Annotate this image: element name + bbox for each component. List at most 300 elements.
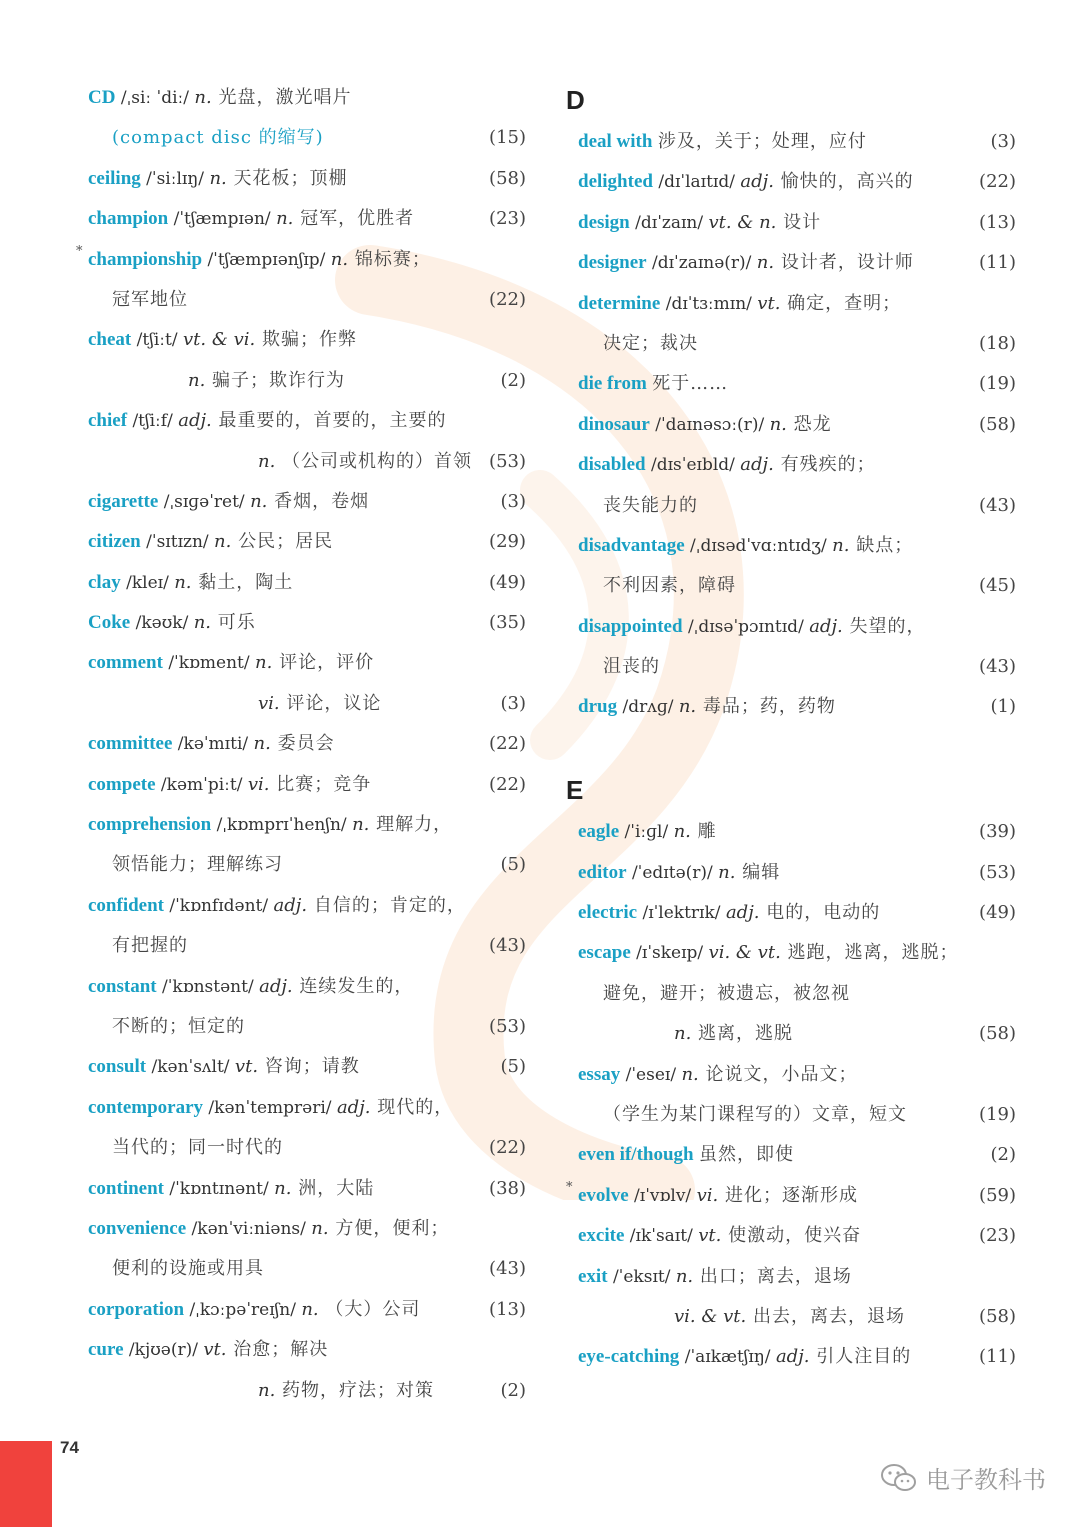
vocab-entry xyxy=(76,886,528,926)
page-reference: (53) xyxy=(489,450,526,472)
page-reference: (13) xyxy=(979,211,1016,233)
definition: 逃离，逃脱 xyxy=(691,1023,794,1045)
vocab-entry xyxy=(76,1088,528,1128)
star-marker: * xyxy=(566,1179,573,1195)
headword: escape xyxy=(578,942,631,964)
part-of-speech: n. xyxy=(253,733,271,755)
part-of-speech: vi. & vt. xyxy=(674,1305,747,1327)
page-reference: (5) xyxy=(500,854,526,876)
part-of-speech: n. xyxy=(214,531,232,553)
page-reference: (23) xyxy=(979,1225,1016,1247)
headword: consult xyxy=(88,1056,147,1078)
definition-continuation xyxy=(566,1095,1018,1135)
definition: 逃跑，逃离，逃脱； xyxy=(780,942,959,964)
definition-continuation xyxy=(566,486,1018,526)
definition: 决定；裁决 xyxy=(603,332,698,354)
headword: disadvantage xyxy=(578,534,685,556)
headword: designer xyxy=(578,252,647,274)
definition: 公民；居民 xyxy=(231,531,334,553)
part-of-speech: vi. xyxy=(696,1184,719,1206)
part-of-speech: n. xyxy=(255,652,273,674)
headword: determine xyxy=(578,292,661,314)
definition-continuation xyxy=(566,1297,1018,1337)
phonetic: /ɪˈlektrɪk/ xyxy=(637,903,726,924)
headword: dinosaur xyxy=(578,413,650,435)
vocab-entry xyxy=(566,812,1018,852)
definition: 自信的；肯定的， xyxy=(307,894,466,916)
part-of-speech: adj. xyxy=(259,975,293,997)
vocab-entry xyxy=(566,1216,1018,1256)
part-of-speech: n. xyxy=(756,252,775,274)
vocab-entry xyxy=(76,240,528,280)
part-of-speech: vt. xyxy=(234,1056,259,1078)
part-of-speech: n. xyxy=(769,413,787,435)
definition: 现代的， xyxy=(370,1096,454,1118)
phonetic: /kleɪ/ xyxy=(120,572,175,593)
headword: committee xyxy=(88,733,173,755)
phonetic: /tʃiːf/ xyxy=(127,411,179,432)
definition: 理解力， xyxy=(369,814,453,836)
definition-continuation xyxy=(76,1007,528,1047)
definition: 设计者，设计师 xyxy=(774,252,914,274)
phonetic: /ˈkɒnfɪdənt/ xyxy=(164,895,274,916)
headword: corporation xyxy=(88,1298,185,1320)
page-reference: (3) xyxy=(990,131,1016,152)
headword: cure xyxy=(88,1339,124,1361)
part-of-speech: n. xyxy=(832,534,850,556)
phonetic: /ˈeseɪ/ xyxy=(620,1064,682,1085)
headword: evolve xyxy=(578,1184,629,1206)
phonetic: /ˈedɪtə(r)/ xyxy=(626,862,719,883)
page-reference: (22) xyxy=(489,733,526,755)
page-reference: (2) xyxy=(500,1379,526,1401)
section-spacer xyxy=(566,728,1018,768)
phonetic: /kənˈtemprəri/ xyxy=(203,1097,337,1118)
page-reference: (43) xyxy=(979,656,1016,678)
part-of-speech: adj. xyxy=(725,902,760,924)
definition: 当代的；同一时代的 xyxy=(112,1137,283,1159)
definition-continuation xyxy=(566,647,1018,687)
wechat-icon xyxy=(880,1462,918,1494)
part-of-speech: adj. xyxy=(273,894,308,916)
page-reference: (3) xyxy=(500,692,526,714)
phonetic: /ˈiːɡl/ xyxy=(619,822,674,843)
vocab-entry xyxy=(76,967,528,1007)
page-reference: (15) xyxy=(489,127,526,149)
definition: 丧失能力的 xyxy=(603,494,698,516)
part-of-speech: n. xyxy=(174,571,192,593)
page-reference: (45) xyxy=(979,575,1016,597)
vocab-entry xyxy=(76,765,528,805)
definition: 进化；逐渐形成 xyxy=(718,1184,858,1206)
definition: 电的，电动的 xyxy=(759,902,881,924)
definition: 委员会 xyxy=(270,733,335,755)
definition-continuation xyxy=(76,684,528,724)
vocab-entry xyxy=(566,687,1018,727)
definition-continuation xyxy=(76,926,528,966)
definition: 失望的， xyxy=(842,615,926,637)
vocab-entry xyxy=(566,122,1018,162)
vocab-entry xyxy=(566,203,1018,243)
phonetic: /ˈkɒntɪnənt/ xyxy=(164,1178,275,1199)
definition: 咨询；请教 xyxy=(258,1056,360,1078)
phonetic: /ˈsɪtɪzn/ xyxy=(140,532,215,553)
vocab-entry xyxy=(76,401,528,441)
page-reference: (3) xyxy=(500,490,526,512)
page-reference: (22) xyxy=(489,773,526,795)
vocab-entry xyxy=(76,563,528,603)
brand-watermark xyxy=(880,1460,1046,1495)
phonetic: /dɪˈzaɪnə(r)/ xyxy=(646,253,757,274)
definition-continuation xyxy=(76,1128,528,1168)
definition: 便利的设施或用具 xyxy=(112,1258,264,1280)
vocab-entry xyxy=(566,853,1018,893)
definition: 比赛；竞争 xyxy=(269,773,372,795)
definition: 引人注目的 xyxy=(809,1346,912,1368)
part-of-speech: n. xyxy=(274,1177,292,1199)
phonetic: /ˌkɔːpəˈreɪʃn/ xyxy=(184,1299,302,1320)
part-of-speech: n. xyxy=(675,1265,694,1287)
phonetic: /ˈtʃæmpɪənʃɪp/ xyxy=(202,249,331,270)
definition: 药物，疗法；对策 xyxy=(275,1379,435,1401)
vocab-entry xyxy=(76,1290,528,1330)
definition: 毒品；药，药物 xyxy=(696,696,836,718)
phonetic: /ˈsiːlɪŋ/ xyxy=(140,168,210,189)
right-column xyxy=(566,78,1018,1378)
part-of-speech: n. xyxy=(258,1379,276,1401)
phonetic: /tʃiːt/ xyxy=(131,330,183,351)
page-reference: (1) xyxy=(990,696,1016,718)
phonetic: /ˈkɒnstənt/ xyxy=(156,976,260,997)
section-letter-heading: E xyxy=(566,775,584,806)
headword: champion xyxy=(88,208,169,230)
headword: electric xyxy=(578,902,638,924)
definition-continuation xyxy=(76,1249,528,1289)
definition: 领悟能力；理解练习 xyxy=(112,854,283,876)
definition: 连续发生的， xyxy=(292,975,414,997)
vocab-entry xyxy=(566,607,1018,647)
left-column xyxy=(76,78,528,1411)
headword: comment xyxy=(88,652,163,674)
vocab-entry xyxy=(76,603,528,643)
part-of-speech: n. xyxy=(194,87,212,108)
part-of-speech: vt. & n. xyxy=(708,211,777,233)
phonetic: /kjʊə(r)/ xyxy=(123,1340,204,1361)
definition: 治愈；解决 xyxy=(226,1339,329,1361)
part-of-speech: vi. & vt. xyxy=(708,942,781,964)
phonetic: /ˈtʃæmpɪən/ xyxy=(168,209,277,230)
vocab-entry xyxy=(76,1169,528,1209)
page-reference: (49) xyxy=(979,902,1016,924)
phonetic: /ˌdɪsəˈpɔɪntɪd/ xyxy=(682,616,810,637)
part-of-speech: n. xyxy=(209,167,227,189)
phonetic: /kəʊk/ xyxy=(130,613,194,634)
headword: championship xyxy=(88,248,203,270)
phonetic: /dɪˈlaɪtɪd/ xyxy=(652,172,741,193)
headword: essay xyxy=(578,1063,621,1085)
headword: comprehension xyxy=(88,814,212,836)
page-reference: (22) xyxy=(489,1137,526,1159)
page-reference: (5) xyxy=(500,1056,526,1078)
page-reference: (29) xyxy=(489,531,526,553)
page-reference: (39) xyxy=(979,821,1016,843)
part-of-speech: n. xyxy=(311,1217,329,1239)
headword: die from xyxy=(578,373,647,395)
vocab-entry xyxy=(566,162,1018,202)
vocab-entry xyxy=(566,243,1018,283)
phonetic: /ˈeksɪt/ xyxy=(607,1266,676,1287)
page-reference: (35) xyxy=(489,612,526,634)
definition: 评论，议论 xyxy=(279,692,382,714)
definition: 沮丧的 xyxy=(603,656,660,678)
definition: （公司或机构的）首领 xyxy=(275,450,473,472)
page-reference: (19) xyxy=(979,1103,1016,1125)
definition: 死于…… xyxy=(652,373,729,395)
headword: clay xyxy=(88,571,121,593)
part-of-speech: n. xyxy=(718,861,736,883)
part-of-speech: n. xyxy=(674,1023,692,1045)
headword: convenience xyxy=(88,1217,187,1239)
definition: (compact disc 的缩写) xyxy=(112,127,324,149)
definition: 确定，查明； xyxy=(780,292,902,314)
definition: 虽然，即使 xyxy=(699,1144,795,1166)
brand-watermark-text: 电子教科书 xyxy=(926,1466,1046,1494)
page-reference: (18) xyxy=(979,332,1016,354)
headword: deal with xyxy=(578,131,653,152)
page-reference: (43) xyxy=(979,494,1016,516)
phonetic: /dɪˈtɜːmɪn/ xyxy=(660,293,758,314)
page-reference: (59) xyxy=(979,1184,1016,1206)
vocab-entry xyxy=(76,522,528,562)
phonetic: /dɪˈzaɪn/ xyxy=(629,212,709,233)
phonetic: /ɪˈvɒlv/ xyxy=(628,1185,697,1206)
page-reference: (11) xyxy=(979,252,1016,274)
headword: CD xyxy=(88,87,116,108)
headword: continent xyxy=(88,1177,164,1199)
definition: 不利因素，障碍 xyxy=(603,575,736,597)
vocab-entry xyxy=(566,1176,1018,1216)
headword: exit xyxy=(578,1265,608,1287)
part-of-speech: vt. xyxy=(698,1225,722,1247)
definition: 香烟，卷烟 xyxy=(267,490,370,512)
headword: drug xyxy=(578,696,618,718)
vocab-entry xyxy=(566,1337,1018,1377)
part-of-speech: vt. xyxy=(203,1339,227,1361)
part-of-speech: n. xyxy=(193,612,212,634)
page-reference: (13) xyxy=(489,1298,526,1320)
definition-continuation xyxy=(566,324,1018,364)
part-of-speech: n. xyxy=(352,814,370,836)
page-reference: (49) xyxy=(489,571,526,593)
phonetic: /dɪsˈeɪbld/ xyxy=(645,455,741,476)
definition: 涉及，关于；处理，应付 xyxy=(657,131,867,152)
headword: excite xyxy=(578,1225,625,1247)
vocab-entry xyxy=(76,643,528,683)
part-of-speech: adj. xyxy=(775,1346,810,1368)
headword: cigarette xyxy=(88,490,159,512)
vocab-entry xyxy=(566,1135,1018,1175)
page-corner-tab xyxy=(0,1441,52,1527)
part-of-speech: n. xyxy=(681,1063,699,1085)
headword: eye-catching xyxy=(578,1346,680,1368)
definition: 光盘，激光唱片 xyxy=(211,87,352,108)
part-of-speech: vi. xyxy=(258,692,280,714)
definition: 欺骗；作弊 xyxy=(255,329,357,351)
vocab-entry xyxy=(76,159,528,199)
definition: 评论，评价 xyxy=(272,652,375,674)
headword: design xyxy=(578,211,630,233)
phonetic: /kəmˈpiːt/ xyxy=(155,774,248,795)
page-reference: (11) xyxy=(979,1346,1016,1368)
definition: 愉快的，高兴的 xyxy=(773,171,914,193)
definition: 最重要的，首要的，主要的 xyxy=(211,410,447,432)
vocab-entry xyxy=(76,199,528,239)
page-number: 74 xyxy=(60,1438,79,1457)
page-reference: (38) xyxy=(489,1177,526,1199)
headword: delighted xyxy=(578,171,653,193)
page-reference: (58) xyxy=(979,1305,1016,1327)
definition: 编辑 xyxy=(735,861,781,883)
definition-continuation xyxy=(566,974,1018,1014)
vocab-entry xyxy=(566,445,1018,485)
part-of-speech: adj. xyxy=(336,1096,371,1118)
phonetic: /kənˈviːniəns/ xyxy=(186,1218,312,1239)
definition: 可乐 xyxy=(211,612,256,634)
definition-continuation xyxy=(76,361,528,401)
phonetic: /drʌɡ/ xyxy=(617,697,679,718)
definition: 骗子；欺诈行为 xyxy=(205,369,346,391)
definition: 避免，避开；被遗忘，被忽视 xyxy=(603,982,850,1004)
part-of-speech: adj. xyxy=(178,410,212,432)
phonetic: /ɪkˈsaɪt/ xyxy=(624,1226,699,1247)
definition: 出口；离去，退场 xyxy=(693,1265,852,1287)
definition: （大）公司 xyxy=(318,1298,421,1320)
definition: 有把握的 xyxy=(112,935,188,957)
definition: 使激动，使兴奋 xyxy=(721,1225,862,1247)
vocab-entry xyxy=(76,1330,528,1370)
headword: citizen xyxy=(88,531,141,553)
phonetic: /kəˈmɪti/ xyxy=(172,734,254,755)
page-reference: (58) xyxy=(489,167,526,189)
phonetic: /ˌkɒmprɪˈhenʃn/ xyxy=(211,815,353,836)
headword: eagle xyxy=(578,821,620,843)
definition-continuation xyxy=(566,1014,1018,1054)
vocab-entry xyxy=(566,526,1018,566)
definition-continuation xyxy=(76,442,528,482)
page-reference: (2) xyxy=(500,369,526,391)
headword: cheat xyxy=(88,329,132,351)
phonetic: /ˌsɪɡəˈret/ xyxy=(158,491,251,512)
vocab-entry xyxy=(566,933,1018,973)
headword: compete xyxy=(88,773,156,795)
definition: 不断的；恒定的 xyxy=(112,1015,245,1037)
part-of-speech: n. xyxy=(330,248,349,270)
vocab-entry xyxy=(566,893,1018,933)
headword: editor xyxy=(578,861,627,883)
part-of-speech: n. xyxy=(250,490,268,512)
phonetic: /ˈkɒment/ xyxy=(162,653,256,674)
page-reference: (43) xyxy=(489,935,526,957)
headword: contemporary xyxy=(88,1096,204,1118)
star-marker: * xyxy=(76,243,83,259)
definition: 恐龙 xyxy=(786,413,832,435)
vocab-entry xyxy=(76,320,528,360)
vocab-entry xyxy=(76,724,528,764)
phonetic: /kənˈsʌlt/ xyxy=(146,1057,235,1078)
headword: chief xyxy=(88,410,128,432)
phonetic: /ˈdaɪnəsɔː(r)/ xyxy=(649,414,770,435)
page-reference: (23) xyxy=(489,208,526,230)
part-of-speech: adj. xyxy=(809,615,843,637)
definition: 设计 xyxy=(776,211,822,233)
definition: 有残疾的； xyxy=(773,454,876,476)
page-reference: (53) xyxy=(979,861,1016,883)
definition: 黏土，陶土 xyxy=(191,571,294,593)
headword: disappointed xyxy=(578,615,683,637)
part-of-speech: adj. xyxy=(740,454,774,476)
vocab-entry xyxy=(76,482,528,522)
section-letter-heading: D xyxy=(566,85,585,115)
vocab-entry xyxy=(76,1209,528,1249)
definition: 天花板；顶棚 xyxy=(226,167,348,189)
page-reference: (22) xyxy=(489,288,526,310)
vocab-entry xyxy=(76,1047,528,1087)
definition-continuation xyxy=(76,280,528,320)
headword: Coke xyxy=(88,612,131,634)
vocab-entry xyxy=(566,1055,1018,1095)
phonetic: /ˈaɪkætʃɪŋ/ xyxy=(679,1347,776,1368)
part-of-speech: vi. xyxy=(247,773,270,795)
headword: ceiling xyxy=(88,167,141,189)
part-of-speech: n. xyxy=(673,821,691,843)
definition: 洲，大陆 xyxy=(291,1177,375,1199)
page-reference: (43) xyxy=(489,1258,526,1280)
definition-continuation xyxy=(76,118,528,158)
page-reference: (19) xyxy=(979,373,1016,395)
vocab-entry xyxy=(76,78,528,118)
definition: 方便，便利； xyxy=(328,1217,450,1239)
vocab-entry xyxy=(566,284,1018,324)
definition: 出去，离去，退场 xyxy=(746,1305,905,1327)
definition: 缺点； xyxy=(849,534,914,556)
part-of-speech: n. xyxy=(188,369,206,391)
headword: disabled xyxy=(578,454,646,476)
definition: 论说文，小品文； xyxy=(698,1063,858,1085)
part-of-speech: n. xyxy=(678,696,697,718)
part-of-speech: n. xyxy=(276,208,294,230)
part-of-speech: vt. xyxy=(757,292,781,314)
headword: confident xyxy=(88,894,164,916)
vocab-entry xyxy=(566,364,1018,404)
part-of-speech: adj. xyxy=(740,171,774,193)
page-reference: (53) xyxy=(489,1015,526,1037)
page-reference: (2) xyxy=(990,1144,1016,1166)
phonetic: /ˌdɪsədˈvɑːntɪdʒ/ xyxy=(684,535,833,556)
headword: even if/though xyxy=(578,1144,694,1166)
part-of-speech: n. xyxy=(301,1298,319,1320)
phonetic: /ɪˈskeɪp/ xyxy=(630,943,709,964)
vocab-entry xyxy=(566,1257,1018,1297)
definition: 冠军地位 xyxy=(112,288,188,310)
vocab-entry xyxy=(566,405,1018,445)
part-of-speech: vt. & vi. xyxy=(182,329,256,351)
definition: 冠军，优胜者 xyxy=(293,208,415,230)
phonetic: /ˌsiː ˈdiː/ xyxy=(115,88,195,108)
definition: 锦标赛； xyxy=(348,248,431,270)
page-reference: (58) xyxy=(979,413,1016,435)
definition: （学生为某门课程写的）文章，短文 xyxy=(603,1103,907,1125)
definition-continuation xyxy=(76,1371,528,1411)
